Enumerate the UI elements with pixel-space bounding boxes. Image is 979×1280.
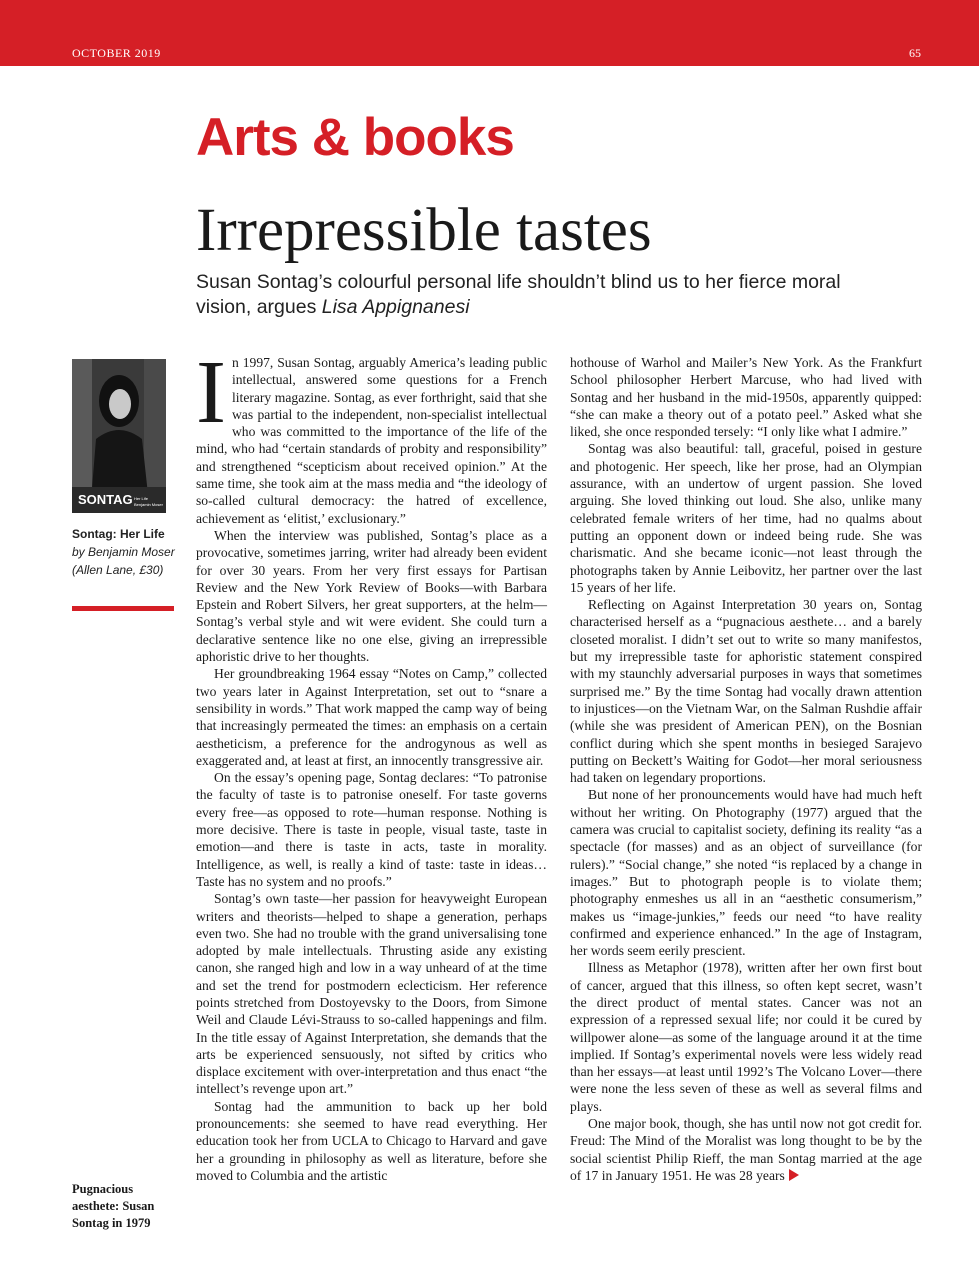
header-bar <box>0 0 979 66</box>
article-headline: Irrepressible tastes <box>196 197 652 264</box>
section-title: Arts & books <box>196 108 514 167</box>
book-cover-image <box>72 359 166 513</box>
photo-caption: Pugnacious aesthete: Susan Sontag in 1979 <box>72 1182 155 1230</box>
paragraph: When the interview was published, Sontag’s place as a provocative, sometimes jarring, writer had already been evident for over 30 years. From her very first essays for Partisan Review and the New York Review of Books—with Barbara Epstein and Robert Silvers, her great supporters, at the helm—Sontag’s verbal style and wit were evident. She could turn a declarative sentence like no one else, giving an irrepressible aphoristic drive to her thoughts. <box>196 527 547 665</box>
paragraph: Reflecting on Against Interpretation 30 years on, Sontag characterised herself as a “pugnacious aesthete… and a barely closeted moralist. I didn’t set out to write so many manifestos, but my irrepressible taste for aphoristic statement conspired with my staunchly adversarial purposes in ways that sometimes surprised me.” By the time Sontag had vocally drawn attention to injustices—on the Vietnam War, on the Salman Rushdie affair (while she was president of American PEN), on the Bosnian conflict during which she spent months in besieged Sarajevo putting on Beckett’s Waiting for Godot—her moral seriousness had taken on legendary proportions. <box>570 597 922 786</box>
book-title: Sontag: Her Life <box>72 527 165 541</box>
book-meta: by Benjamin Moser (Allen Lane, £30) <box>72 545 175 577</box>
drop-cap: I <box>196 343 226 442</box>
book-details <box>72 525 182 579</box>
portrait-photo <box>72 359 166 513</box>
paragraph: Her groundbreaking 1964 essay “Notes on Camp,” collected two years later in Against Interpretation, set out to “snare a sensibility in words.” That work mapped the camp way of being that increasingly permeated the times: an emphasis on a certain aestheticism, a preference for the androgynous as well as exaggerated and, at least at first, an innocently transgressive air. <box>196 666 547 768</box>
paragraph: Sontag’s own taste—her passion for heavyweight European writers and theorists—helped to shape a generation, perhaps even two. She had no trouble with the grand universalising tone adopted by male intellectuals. Thrusting aside any existing canon, she ranged high and low in a way unheard of at the time and set the trend for postmodern eclecticism. Her reference points stretched from Dostoyevsky to the Doors, from Simone Weil and Claude Lévi-Strauss to so-called happenings and film. In the title essay of Against Interpretation, she demands that the arts be experienced sensuously, not sifted by critics who displace excitement with over-interpretation and thus enact “the intellect’s revenge upon art.” <box>196 891 547 1097</box>
paragraph: But none of her pronouncements would have had much heft without her writing. On Photography (1977) argued that the camera was crucial to capitalist society, defining its reality “as a spectacle (for masses) and as an object of surveillance (for rulers).” “Social change,” she noted “is replaced by a change in images.” But to photograph people is to violate them; photography enmeshes us all in an “aesthetic consumerism,” makes us “image-junkies,” feeds our need “to have reality confirmed and experience enhanced.” In the age of Instagram, her words seem eerily prescient. <box>570 787 922 959</box>
cover-author: Benjamin Moser <box>134 502 163 507</box>
standfirst-text: Susan Sontag’s colourful personal life shouldn’t blind us to her fierce moral vision, argues <box>196 271 841 318</box>
paragraph: hothouse of Warhol and Mailer’s New York. As the Frankfurt School philosopher Herbert Marcuse, who had lived with Sontag and her husband in the mid-1950s, apparently quipped: “she can make a theory out of a potato peel.” Asked what she liked, she once responded tersely: “I only like what I admire.” <box>570 355 922 440</box>
page-number: 65 <box>909 46 921 60</box>
paragraph <box>570 1115 922 1184</box>
paragraph <box>196 343 547 527</box>
paragraph-text: One major book, though, she has until now not got credit for. Freud: The Mind of the Moralist was long thought to be by the social scientist Philip Rieff, the man Sontag married at the age of 17 in January 1951. He was 28 years <box>570 1116 922 1183</box>
cover-subtitle: Her Life <box>134 496 149 501</box>
issue-date: OCTOBER 2019 <box>72 46 161 60</box>
author-name: Lisa Appignanesi <box>321 296 470 318</box>
paragraph: On the essay’s opening page, Sontag declares: “To patronise the faculty of taste is to patronise oneself. For taste governs every free—as opposed to rote—human response. Nothing is more decisive. There is taste in people, visual taste, taste in emotion—and there is taste in acts, taste in morality. Intelligence, as well, is really a kind of taste: taste in ideas… Taste has no system and no proofs.” <box>196 770 547 889</box>
paragraph: Sontag was also beautiful: tall, graceful, poised in gesture and photogenic. Her speech, like her prose, had an Olympian assurance, with an undertow of urgent passion. She loved arguing. She loved thinking out loud. She also, unlike many celebrated female writers of her time, had no qualms about putting an opponent down or indeed being rude. She was charismatic. And she became iconic—not least through the photographs taken by Annie Leibovitz, her partner over the last 15 years of her life. <box>570 441 922 595</box>
paragraph: Illness as Metaphor (1978), written after her own first bout of cancer, argued that this illness, so often kept secret, wasn’t the direct product of mental states. Cancer was not an expression of a repressed sexual life; nor could it be cured by willpower alone—as some of the language around it at the time implied. If Sontag’s experimental novels were less widely read than her essays—at least until 1992’s The Volcano Lover—there were none the less seven of these as well as several films and plays. <box>570 960 922 1114</box>
paragraph-text: n 1997, Susan Sontag, arguably America’s leading public intellectual, answered some questions for a French literary magazine. Sontag, as ever forthright, said that she was partial to the independent, non-specialist intellectual who was committed to the importance of the life of the mind, who had “certain standards of probity and responsibility” and strengthened “scepticism about received opinion.” At the same time, she took aim at the mass media and “the ideology of so-called cultural democracy: the hatred of excellence, achievement as ‘elitist,’ exclusionary.” <box>196 355 547 526</box>
divider-rule <box>72 606 174 611</box>
standfirst <box>196 270 896 320</box>
paragraph: Sontag had the ammunition to back up her bold pronouncements: she seemed to have read everything. Her education took her from UCLA to Chicago to Harvard and gave her a grounding in philosophy as well as literature, before she moved to Columbia and the artistic <box>196 1098 547 1183</box>
article-column-2 <box>570 354 922 1184</box>
cover-title: SONTAG <box>78 492 133 507</box>
continue-arrow-icon <box>789 1169 799 1181</box>
article-column-1 <box>196 343 547 1184</box>
